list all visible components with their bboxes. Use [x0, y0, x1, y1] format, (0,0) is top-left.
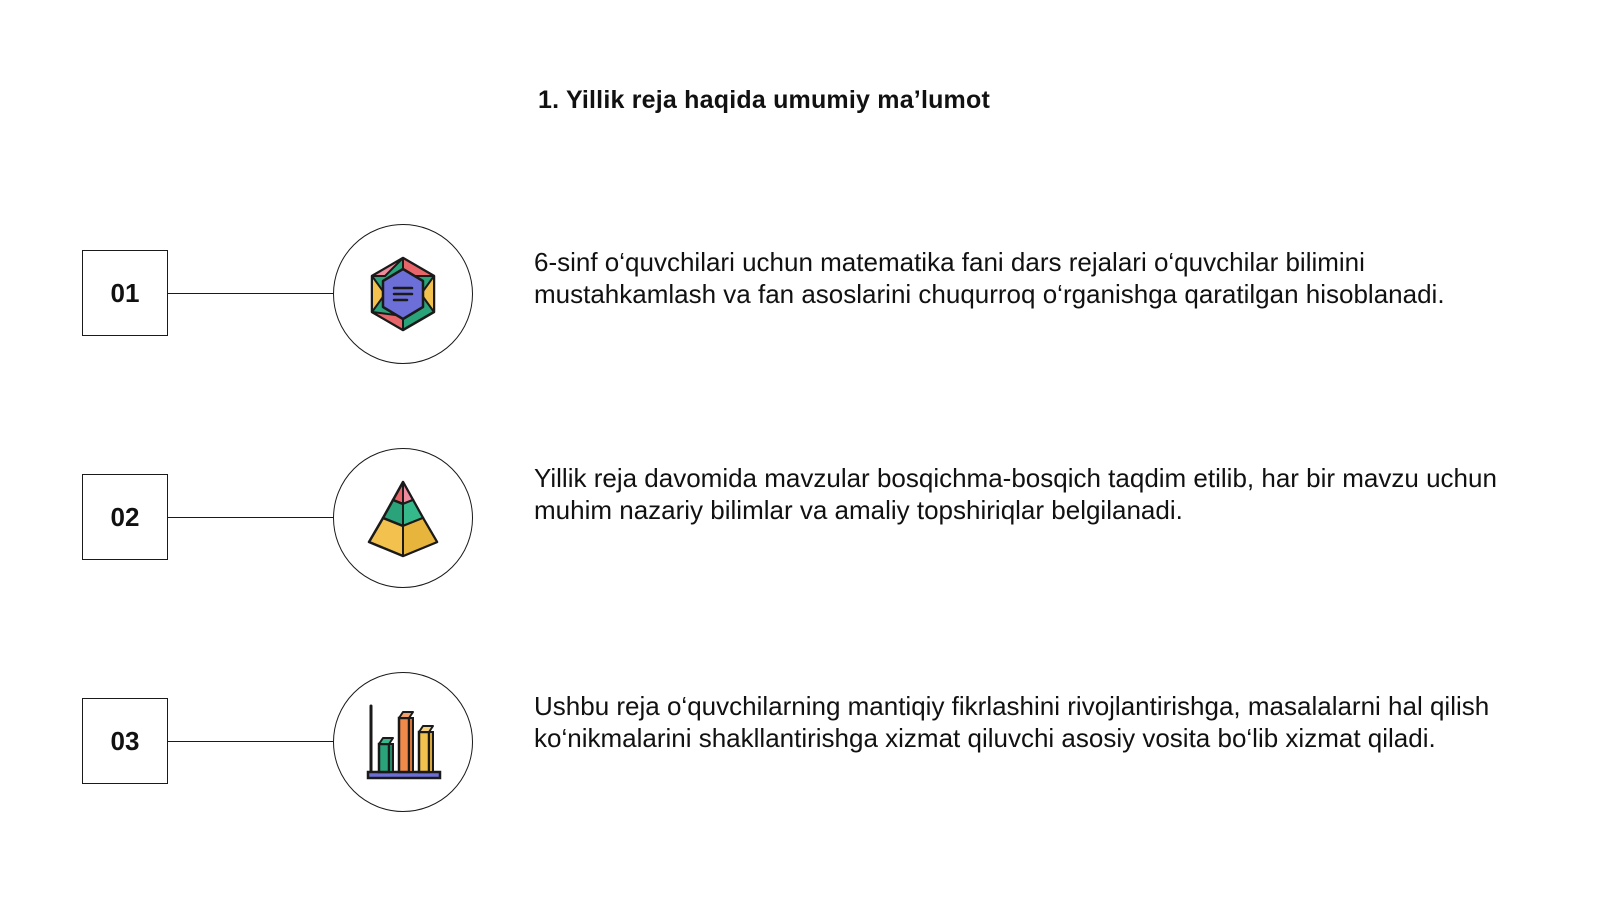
list-item-2 [0, 448, 1600, 588]
icon-circle [333, 448, 473, 588]
list-item-1 [0, 224, 1600, 364]
pyramid-icon [361, 476, 445, 560]
item-description: Ushbu reja o‘quvchilarning mantiqiy fikrlashini rivojlantirishga, masalalarni hal qilish ko‘nikmalarini shakllantirishga xizmat qiluvchi asosiy vosita bo‘lib xizmat qiladi. [534, 691, 1490, 753]
item-number-box: 02 [82, 474, 168, 560]
item-number-box: 03 [82, 698, 168, 784]
icon-circle [333, 224, 473, 364]
hexagon-document-icon [361, 252, 445, 336]
connector-line [168, 517, 334, 518]
connector-line [168, 741, 334, 742]
list-item-3 [0, 672, 1600, 812]
item-description: Yillik reja davomida mavzular bosqichma-bosqich taqdim etilib, har bir mavzu uchun muhim nazariy bilimlar va amaliy topshiriqlar belgilanadi. [534, 463, 1497, 525]
bar-chart-icon [361, 700, 445, 784]
item-description: 6-sinf o‘quvchilari uchun matematika fani dars rejalari o‘quvchilar bilimini mustahkamlash va fan asoslarini chuqurroq o‘rganishga qaratilgan hisoblanadi. [534, 247, 1445, 309]
connector-line [168, 293, 334, 294]
slide-title: 1. Yillik reja haqida umumiy ma’lumot [538, 86, 990, 114]
item-number-box: 01 [82, 250, 168, 336]
icon-circle [333, 672, 473, 812]
